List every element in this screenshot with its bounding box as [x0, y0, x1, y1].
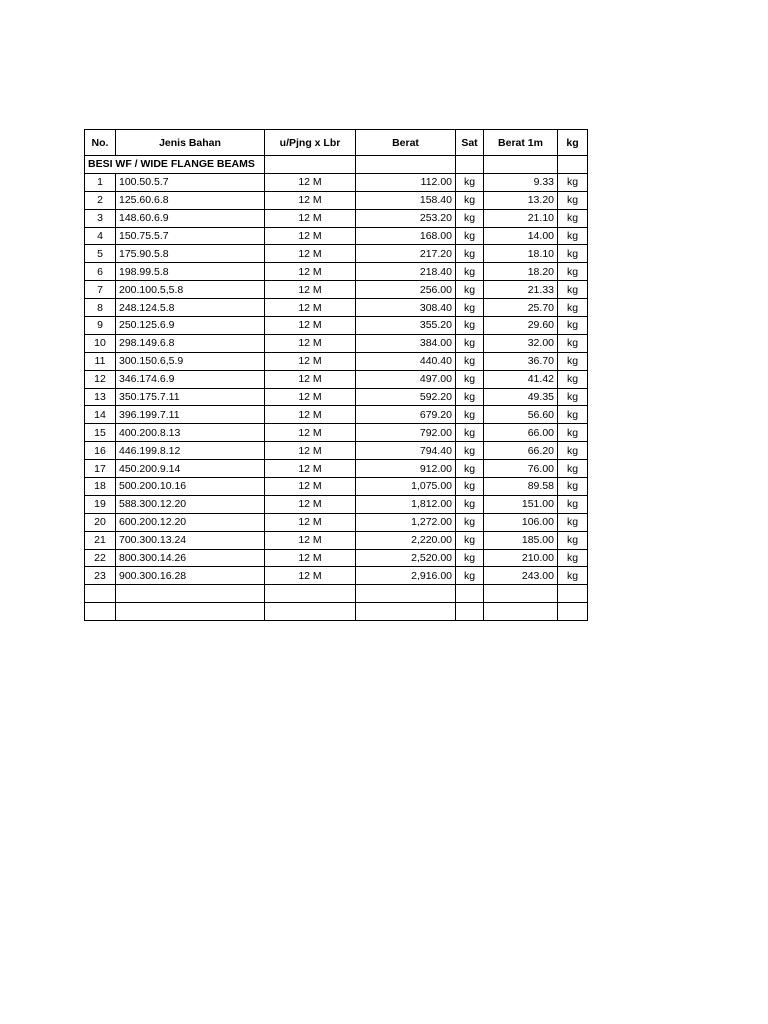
table-row: [85, 245, 588, 263]
cell-no: 1: [85, 173, 116, 191]
empty-cell: [484, 603, 558, 621]
cell-pjng-lbr: 12 M: [265, 263, 356, 281]
cell-sat: kg: [456, 191, 484, 209]
cell-no: 12: [85, 370, 116, 388]
cell-berat-1m: 9.33: [484, 173, 558, 191]
cell-berat: 1,272.00: [356, 513, 456, 531]
cell-jenis-bahan: 150.75.5.7: [116, 227, 265, 245]
cell-berat-1m: 18.10: [484, 245, 558, 263]
cell-jenis-bahan: 148.60.6.9: [116, 209, 265, 227]
cell-pjng-lbr: 12 M: [265, 209, 356, 227]
cell-sat: kg: [456, 173, 484, 191]
cell-berat-1m: 210.00: [484, 549, 558, 567]
cell-unit: kg: [558, 495, 588, 513]
cell-sat: kg: [456, 460, 484, 478]
cell-sat: kg: [456, 245, 484, 263]
cell-berat-1m: 106.00: [484, 513, 558, 531]
cell-no: 6: [85, 263, 116, 281]
cell-berat: 1,812.00: [356, 495, 456, 513]
table-row: [85, 388, 588, 406]
cell-pjng-lbr: 12 M: [265, 478, 356, 496]
cell-jenis-bahan: 600.200.12.20: [116, 513, 265, 531]
cell-jenis-bahan: 200.100.5,5.8: [116, 281, 265, 299]
table-row: [85, 478, 588, 496]
cell-berat: 2,520.00: [356, 549, 456, 567]
cell-unit: kg: [558, 209, 588, 227]
table-row: [85, 281, 588, 299]
cell-jenis-bahan: 346.174.6.9: [116, 370, 265, 388]
cell-sat: kg: [456, 263, 484, 281]
cell-pjng-lbr: 12 M: [265, 227, 356, 245]
table-row: [85, 513, 588, 531]
table-row: [85, 209, 588, 227]
cell-sat: kg: [456, 388, 484, 406]
cell-sat: kg: [456, 334, 484, 352]
table-row: [85, 495, 588, 513]
cell-jenis-bahan: 588.300.12.20: [116, 495, 265, 513]
table-row: [85, 263, 588, 281]
cell-no: 10: [85, 334, 116, 352]
cell-unit: kg: [558, 334, 588, 352]
cell-berat-1m: 36.70: [484, 352, 558, 370]
cell-unit: kg: [558, 263, 588, 281]
cell-no: 5: [85, 245, 116, 263]
cell-berat: 2,916.00: [356, 567, 456, 585]
header-jenis-bahan: Jenis Bahan: [116, 130, 265, 156]
cell-berat-1m: 14.00: [484, 227, 558, 245]
cell-no: 13: [85, 388, 116, 406]
table-row: [85, 424, 588, 442]
cell-berat-1m: 49.35: [484, 388, 558, 406]
cell-sat: kg: [456, 317, 484, 335]
table-row: [85, 173, 588, 191]
cell-unit: kg: [558, 478, 588, 496]
cell-berat: 497.00: [356, 370, 456, 388]
cell-pjng-lbr: 12 M: [265, 513, 356, 531]
header-berat-1m: Berat 1m: [484, 130, 558, 156]
cell-no: 23: [85, 567, 116, 585]
cell-no: 19: [85, 495, 116, 513]
cell-jenis-bahan: 500.200.10.16: [116, 478, 265, 496]
table-row: [85, 567, 588, 585]
cell-no: 20: [85, 513, 116, 531]
cell-unit: kg: [558, 281, 588, 299]
cell-unit: kg: [558, 442, 588, 460]
cell-berat: 253.20: [356, 209, 456, 227]
cell-no: 9: [85, 317, 116, 335]
cell-unit: kg: [558, 424, 588, 442]
table-row: [85, 334, 588, 352]
cell-sat: kg: [456, 209, 484, 227]
cell-berat: 218.40: [356, 263, 456, 281]
empty-cell: [265, 585, 356, 603]
cell-jenis-bahan: 350.175.7.11: [116, 388, 265, 406]
cell-berat: 308.40: [356, 299, 456, 317]
empty-cell: [558, 603, 588, 621]
table-row: [85, 191, 588, 209]
cell-unit: kg: [558, 173, 588, 191]
cell-berat: 912.00: [356, 460, 456, 478]
cell-jenis-bahan: 175.90.5.8: [116, 245, 265, 263]
cell-pjng-lbr: 12 M: [265, 388, 356, 406]
header-kg: kg: [558, 130, 588, 156]
cell-no: 2: [85, 191, 116, 209]
cell-jenis-bahan: 198.99.5.8: [116, 263, 265, 281]
empty-cell: [456, 603, 484, 621]
cell-berat: 256.00: [356, 281, 456, 299]
cell-pjng-lbr: 12 M: [265, 531, 356, 549]
cell-unit: kg: [558, 370, 588, 388]
cell-pjng-lbr: 12 M: [265, 370, 356, 388]
empty-cell: [484, 156, 558, 174]
cell-berat-1m: 56.60: [484, 406, 558, 424]
cell-berat-1m: 29.60: [484, 317, 558, 335]
cell-no: 15: [85, 424, 116, 442]
table-row: [85, 370, 588, 388]
cell-unit: kg: [558, 460, 588, 478]
empty-row: [85, 585, 588, 603]
empty-cell: [558, 156, 588, 174]
cell-pjng-lbr: 12 M: [265, 567, 356, 585]
table-row: [85, 460, 588, 478]
section-title: BESI WF / WIDE FLANGE BEAMS: [85, 156, 265, 174]
cell-jenis-bahan: 250.125.6.9: [116, 317, 265, 335]
cell-berat-1m: 151.00: [484, 495, 558, 513]
cell-jenis-bahan: 700.300.13.24: [116, 531, 265, 549]
cell-sat: kg: [456, 281, 484, 299]
cell-berat-1m: 76.00: [484, 460, 558, 478]
table-row: [85, 352, 588, 370]
cell-unit: kg: [558, 245, 588, 263]
cell-unit: kg: [558, 406, 588, 424]
table-row: [85, 531, 588, 549]
empty-cell: [484, 585, 558, 603]
cell-berat-1m: 41.42: [484, 370, 558, 388]
cell-unit: kg: [558, 191, 588, 209]
section-row: [85, 156, 588, 174]
cell-unit: kg: [558, 567, 588, 585]
cell-sat: kg: [456, 549, 484, 567]
empty-cell: [116, 585, 265, 603]
empty-cell: [356, 585, 456, 603]
cell-sat: kg: [456, 567, 484, 585]
table-row: [85, 442, 588, 460]
cell-pjng-lbr: 12 M: [265, 334, 356, 352]
cell-jenis-bahan: 800.300.14.26: [116, 549, 265, 567]
cell-unit: kg: [558, 227, 588, 245]
cell-berat-1m: 21.10: [484, 209, 558, 227]
cell-no: 16: [85, 442, 116, 460]
header-pjng-lbr: u/Pjng x Lbr: [265, 130, 356, 156]
cell-sat: kg: [456, 424, 484, 442]
empty-cell: [116, 603, 265, 621]
cell-berat-1m: 21.33: [484, 281, 558, 299]
cell-unit: kg: [558, 513, 588, 531]
cell-pjng-lbr: 12 M: [265, 245, 356, 263]
cell-unit: kg: [558, 352, 588, 370]
cell-berat: 384.00: [356, 334, 456, 352]
cell-pjng-lbr: 12 M: [265, 173, 356, 191]
cell-jenis-bahan: 400.200.8.13: [116, 424, 265, 442]
cell-berat: 592.20: [356, 388, 456, 406]
cell-berat-1m: 13.20: [484, 191, 558, 209]
cell-unit: kg: [558, 388, 588, 406]
cell-no: 17: [85, 460, 116, 478]
cell-jenis-bahan: 446.199.8.12: [116, 442, 265, 460]
table-row: [85, 317, 588, 335]
header-row: [85, 130, 588, 156]
empty-cell: [265, 156, 356, 174]
table-row: [85, 227, 588, 245]
empty-cell: [456, 585, 484, 603]
cell-jenis-bahan: 100.50.5.7: [116, 173, 265, 191]
cell-berat: 112.00: [356, 173, 456, 191]
cell-pjng-lbr: 12 M: [265, 317, 356, 335]
cell-no: 21: [85, 531, 116, 549]
empty-cell: [356, 156, 456, 174]
cell-berat-1m: 18.20: [484, 263, 558, 281]
empty-cell: [356, 603, 456, 621]
cell-berat: 1,075.00: [356, 478, 456, 496]
cell-sat: kg: [456, 227, 484, 245]
cell-pjng-lbr: 12 M: [265, 549, 356, 567]
cell-berat-1m: 89.58: [484, 478, 558, 496]
cell-sat: kg: [456, 370, 484, 388]
cell-sat: kg: [456, 478, 484, 496]
cell-berat-1m: 25.70: [484, 299, 558, 317]
cell-sat: kg: [456, 352, 484, 370]
cell-jenis-bahan: 450.200.9.14: [116, 460, 265, 478]
cell-berat: 792.00: [356, 424, 456, 442]
table-row: [85, 549, 588, 567]
cell-berat: 217.20: [356, 245, 456, 263]
cell-pjng-lbr: 12 M: [265, 299, 356, 317]
cell-pjng-lbr: 12 M: [265, 424, 356, 442]
empty-cell: [265, 603, 356, 621]
empty-cell: [558, 585, 588, 603]
table-row: [85, 299, 588, 317]
cell-sat: kg: [456, 406, 484, 424]
cell-jenis-bahan: 125.60.6.8: [116, 191, 265, 209]
cell-pjng-lbr: 12 M: [265, 495, 356, 513]
cell-unit: kg: [558, 317, 588, 335]
cell-berat: 794.40: [356, 442, 456, 460]
cell-berat-1m: 243.00: [484, 567, 558, 585]
cell-berat: 158.40: [356, 191, 456, 209]
cell-sat: kg: [456, 513, 484, 531]
cell-jenis-bahan: 300.150.6,5.9: [116, 352, 265, 370]
cell-berat-1m: 185.00: [484, 531, 558, 549]
cell-no: 11: [85, 352, 116, 370]
weight-table: [84, 129, 588, 621]
empty-row: [85, 603, 588, 621]
cell-pjng-lbr: 12 M: [265, 281, 356, 299]
cell-berat-1m: 66.20: [484, 442, 558, 460]
cell-berat: 440.40: [356, 352, 456, 370]
cell-jenis-bahan: 248.124.5.8: [116, 299, 265, 317]
cell-berat: 168.00: [356, 227, 456, 245]
cell-pjng-lbr: 12 M: [265, 442, 356, 460]
cell-sat: kg: [456, 442, 484, 460]
cell-sat: kg: [456, 531, 484, 549]
cell-pjng-lbr: 12 M: [265, 352, 356, 370]
empty-cell: [85, 585, 116, 603]
cell-jenis-bahan: 396.199.7.11: [116, 406, 265, 424]
cell-no: 14: [85, 406, 116, 424]
cell-no: 8: [85, 299, 116, 317]
cell-berat-1m: 32.00: [484, 334, 558, 352]
header-no: No.: [85, 130, 116, 156]
cell-no: 4: [85, 227, 116, 245]
cell-jenis-bahan: 298.149.6.8: [116, 334, 265, 352]
header-berat: Berat: [356, 130, 456, 156]
cell-no: 22: [85, 549, 116, 567]
table-row: [85, 406, 588, 424]
cell-sat: kg: [456, 495, 484, 513]
cell-unit: kg: [558, 531, 588, 549]
cell-pjng-lbr: 12 M: [265, 406, 356, 424]
cell-berat: 2,220.00: [356, 531, 456, 549]
cell-no: 7: [85, 281, 116, 299]
cell-no: 3: [85, 209, 116, 227]
empty-cell: [456, 156, 484, 174]
cell-berat: 355.20: [356, 317, 456, 335]
empty-cell: [85, 603, 116, 621]
cell-sat: kg: [456, 299, 484, 317]
cell-jenis-bahan: 900.300.16.28: [116, 567, 265, 585]
cell-unit: kg: [558, 299, 588, 317]
cell-pjng-lbr: 12 M: [265, 191, 356, 209]
header-sat: Sat: [456, 130, 484, 156]
cell-pjng-lbr: 12 M: [265, 460, 356, 478]
cell-berat-1m: 66.00: [484, 424, 558, 442]
cell-berat: 679.20: [356, 406, 456, 424]
cell-unit: kg: [558, 549, 588, 567]
cell-no: 18: [85, 478, 116, 496]
